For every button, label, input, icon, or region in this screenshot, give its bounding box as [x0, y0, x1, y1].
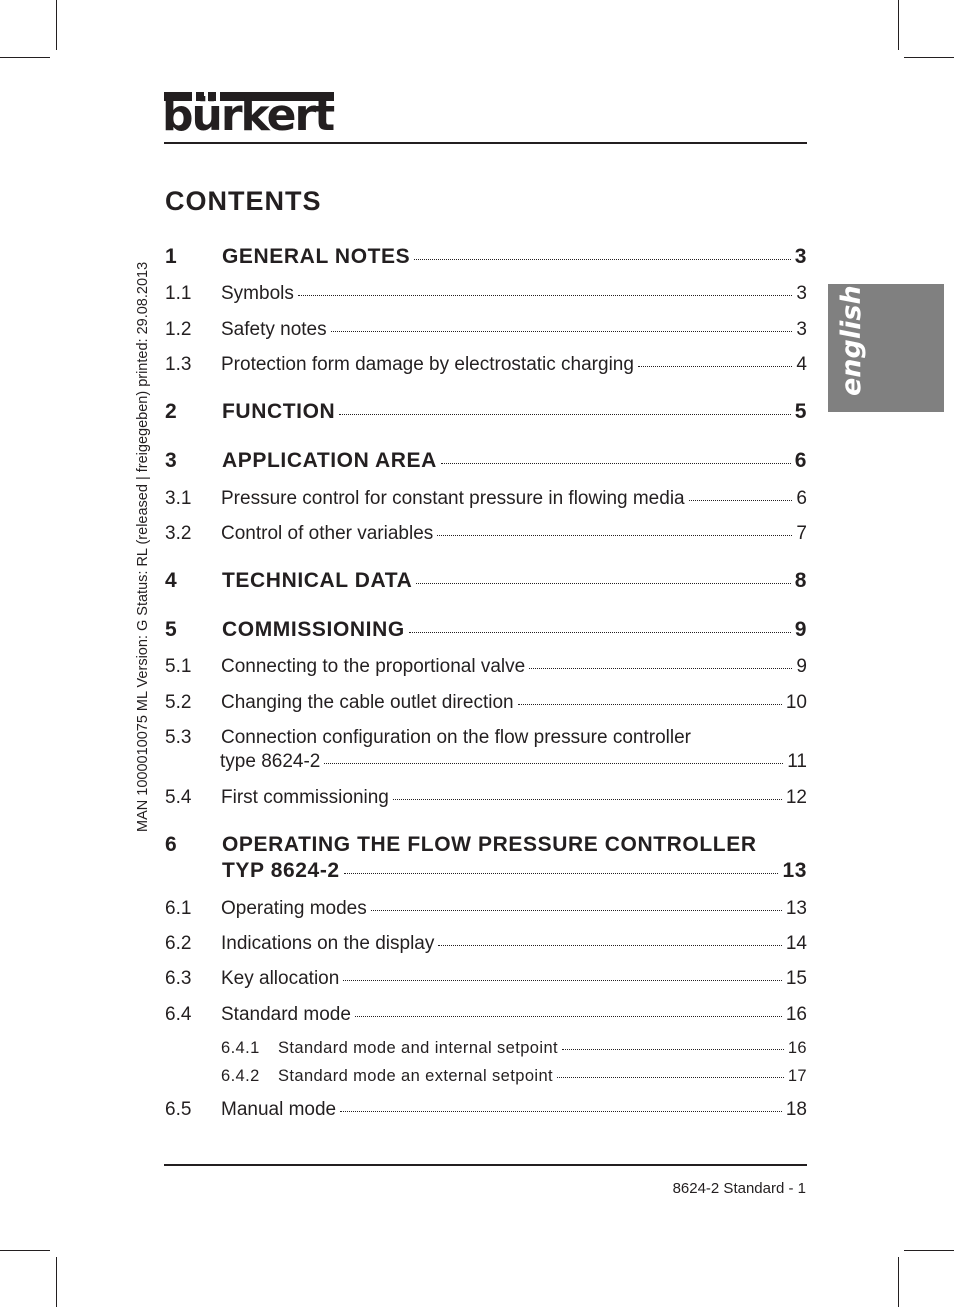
toc-title: Manual mode [221, 1099, 337, 1120]
toc-number: 3.1 [165, 488, 192, 509]
leader-dots [437, 535, 792, 536]
toc-title: Standard mode [221, 1004, 351, 1025]
toc-page: 10 [785, 692, 807, 713]
toc-title-line2: type 8624-2 [220, 751, 321, 772]
toc-section-6-2[interactable] [165, 933, 807, 955]
leader-dots [414, 259, 790, 260]
toc-number: 5.3 [165, 727, 192, 748]
toc-number: 6.4.1 [221, 1039, 260, 1057]
toc-chapter-2[interactable] [165, 400, 807, 424]
leader-dots [393, 799, 782, 800]
header-rule [164, 142, 807, 144]
toc-number: 1.3 [165, 354, 192, 375]
leader-dots [689, 500, 793, 501]
toc-page: 16 [787, 1039, 807, 1057]
leader-dots [638, 366, 792, 367]
toc-title: Symbols [221, 283, 294, 304]
toc-title-line2: TYP 8624-2 [222, 859, 340, 882]
crop-mark [898, 0, 899, 50]
toc-number: 5.1 [165, 656, 192, 677]
toc-chapter-3[interactable] [165, 449, 807, 473]
toc-subsection-6-4-2[interactable] [165, 1067, 807, 1086]
leader-dots [562, 1049, 784, 1050]
toc-number: 1 [165, 245, 178, 268]
toc-title: Indications on the display [221, 933, 435, 954]
toc-title: Control of other variables [221, 523, 434, 544]
toc-number: 2 [165, 400, 178, 423]
toc-title: First commissioning [221, 787, 389, 808]
toc-title: GENERAL NOTES [222, 245, 411, 268]
contents-heading: CONTENTS [165, 186, 322, 216]
leader-dots [355, 1016, 782, 1017]
toc-title: Pressure control for constant pressure in flowing media [221, 488, 685, 509]
toc-number: 6.4 [165, 1004, 192, 1025]
toc-page: 8 [794, 569, 807, 592]
language-tab-label: english [836, 285, 867, 396]
page-footer: 8624-2 Standard - 1 [672, 1180, 806, 1197]
toc-title: TECHNICAL DATA [222, 569, 413, 592]
leader-dots [298, 295, 793, 296]
leader-dots [529, 668, 792, 669]
toc-number: 6.3 [165, 968, 192, 989]
toc-page: 13 [785, 898, 807, 919]
toc-subsection-6-4-1[interactable] [165, 1039, 807, 1058]
toc-number: 6 [165, 833, 178, 856]
toc-page: 5 [794, 400, 807, 423]
crop-mark [56, 1257, 57, 1307]
toc-title: APPLICATION AREA [222, 449, 437, 472]
leader-dots [441, 463, 791, 464]
toc-section-1-3[interactable] [165, 354, 807, 376]
toc-section-5-4[interactable] [165, 787, 807, 809]
language-tab [828, 284, 944, 412]
leader-dots [409, 632, 791, 633]
toc-page: 3 [796, 319, 807, 340]
toc-page: 16 [785, 1004, 807, 1025]
crop-mark [56, 0, 57, 50]
toc-title: Changing the cable outlet direction [221, 692, 514, 713]
crop-mark [898, 1257, 899, 1307]
toc-section-6-4[interactable] [165, 1004, 807, 1026]
toc-title: Protection form damage by electrostatic charging [221, 354, 634, 375]
crop-mark [0, 57, 50, 58]
leader-dots [371, 910, 782, 911]
toc-section-6-1[interactable] [165, 898, 807, 920]
toc-number: 4 [165, 569, 178, 592]
leader-dots [324, 763, 783, 764]
toc-page: 12 [785, 787, 807, 808]
toc-title: Standard mode and internal setpoint [278, 1039, 559, 1057]
toc-number: 5.4 [165, 787, 192, 808]
toc-number: 5.2 [165, 692, 192, 713]
toc-page: 17 [787, 1067, 807, 1085]
toc-number: 1.1 [165, 283, 192, 304]
document-status-line: MAN 1000010075 ML Version: G Status: RL (released | freigegeben) printed: 29.08.2013 [135, 261, 151, 832]
toc-title: COMMISSIONING [222, 618, 405, 641]
toc-title: Connecting to the proportional valve [221, 656, 526, 677]
crop-mark [904, 1250, 954, 1251]
toc-chapter-5[interactable] [165, 618, 807, 642]
toc-page: 3 [796, 283, 807, 304]
toc-section-3-1[interactable] [165, 488, 807, 510]
toc-page: 3 [794, 245, 807, 268]
toc-number: 6.5 [165, 1099, 192, 1120]
toc-title: Key allocation [221, 968, 340, 989]
leader-dots [438, 945, 781, 946]
toc-number: 5 [165, 618, 178, 641]
toc-chapter-1[interactable] [165, 245, 807, 269]
toc-page: 13 [782, 859, 807, 882]
logo-wordmark: bürkert [162, 90, 334, 141]
toc-page: 14 [785, 933, 807, 954]
toc-number: 3.2 [165, 523, 192, 544]
toc-page: 4 [796, 354, 807, 375]
toc-title-line1: OPERATING THE FLOW PRESSURE CONTROLLER [222, 833, 757, 856]
toc-number: 6.4.2 [221, 1067, 260, 1085]
toc-number: 6.2 [165, 933, 192, 954]
toc-number: 1.2 [165, 319, 192, 340]
toc-page: 6 [794, 449, 807, 472]
leader-dots [416, 583, 790, 584]
leader-dots [518, 704, 782, 705]
toc-number: 6.1 [165, 898, 192, 919]
toc-title: Standard mode an external setpoint [278, 1067, 554, 1085]
toc-title: Operating modes [221, 898, 367, 919]
toc-section-1-1[interactable] [165, 283, 807, 305]
toc-chapter-4[interactable] [165, 569, 807, 593]
toc-page: 11 [787, 751, 807, 772]
toc-title: Safety notes [221, 319, 327, 340]
footer-rule [164, 1164, 807, 1166]
toc-title-line1: Connection configuration on the flow pressure controller [221, 727, 691, 748]
toc-page: 7 [796, 523, 807, 544]
leader-dots [344, 873, 779, 874]
leader-dots [557, 1077, 784, 1078]
toc-section-3-2[interactable] [165, 523, 807, 545]
toc-page: 6 [796, 488, 807, 509]
crop-mark [904, 57, 954, 58]
toc-page: 15 [785, 968, 807, 989]
leader-dots [331, 331, 793, 332]
toc-section-5-2[interactable] [165, 692, 807, 714]
leader-dots [339, 414, 790, 415]
toc-page: 18 [785, 1099, 807, 1120]
burkert-logo [162, 90, 334, 141]
leader-dots [340, 1111, 782, 1112]
toc-page: 9 [796, 656, 807, 677]
toc-title: FUNCTION [222, 400, 336, 423]
toc-number: 3 [165, 449, 178, 472]
crop-mark [0, 1250, 50, 1251]
toc-section-6-5[interactable] [165, 1099, 807, 1121]
toc-section-1-2[interactable] [165, 319, 807, 341]
toc-section-5-1[interactable] [165, 656, 807, 678]
toc-page: 9 [794, 618, 807, 641]
toc-section-6-3[interactable] [165, 968, 807, 990]
leader-dots [343, 980, 782, 981]
